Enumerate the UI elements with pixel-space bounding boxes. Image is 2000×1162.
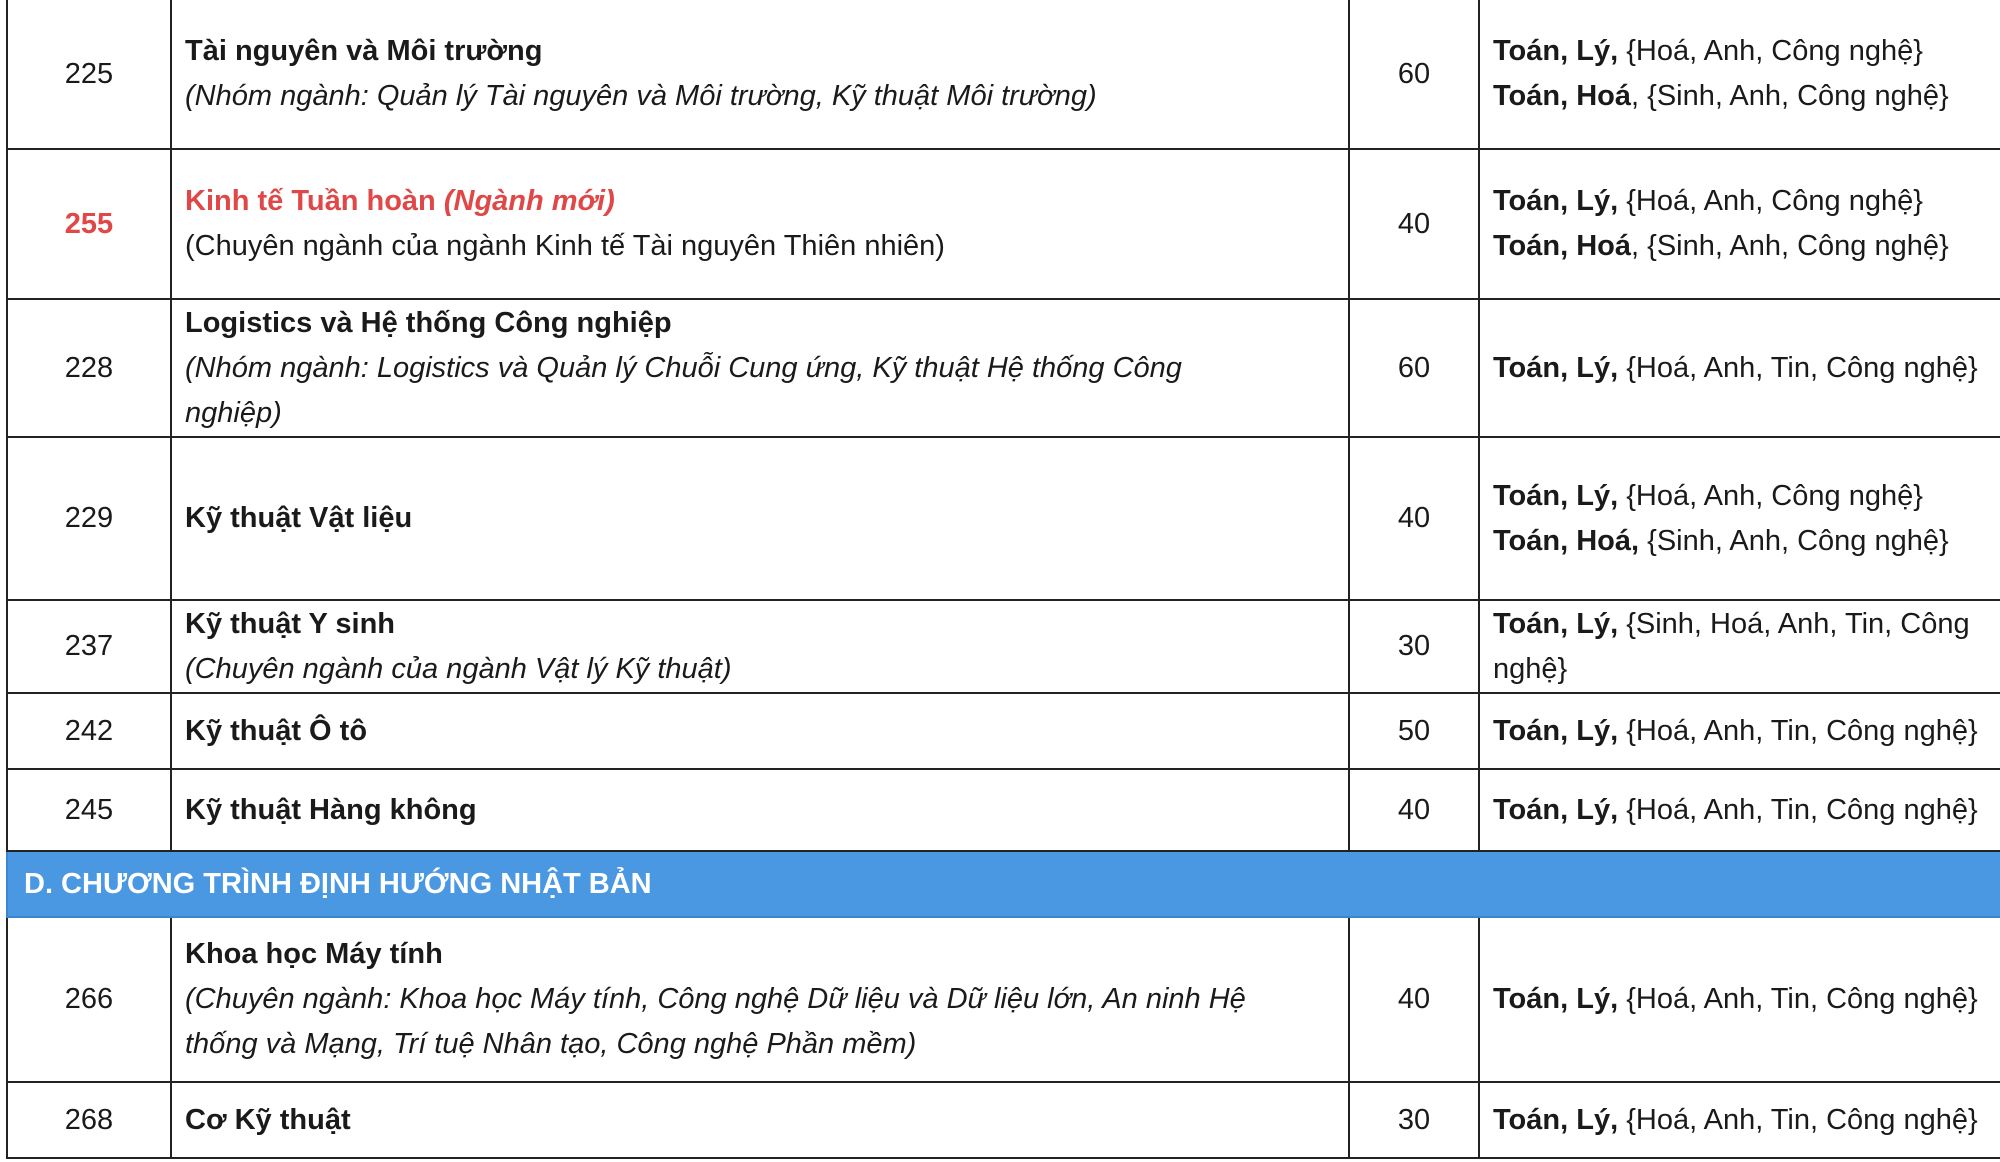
combo-line bbox=[1493, 474, 2000, 519]
table-row bbox=[7, 600, 2000, 693]
major-code: 225 bbox=[7, 0, 171, 149]
major-code: 228 bbox=[7, 299, 171, 437]
quota: 60 bbox=[1349, 299, 1479, 437]
combo-options: {Sinh, Anh, Công nghệ} bbox=[1639, 524, 1949, 557]
combo-core: Toán, Lý, bbox=[1493, 185, 1619, 217]
combo-line bbox=[1493, 74, 2000, 119]
major-cell bbox=[171, 693, 1349, 769]
combo-options: , {Sinh, Anh, Công nghệ} bbox=[1631, 80, 1949, 112]
combo-line-wrap: nghệ} bbox=[1493, 652, 1568, 685]
major-title-line bbox=[185, 179, 1335, 224]
major-code: 229 bbox=[7, 437, 171, 600]
subject-combos bbox=[1479, 917, 2000, 1082]
combo-options: {Hoá, Anh, Tin, Công nghệ} bbox=[1618, 1103, 1978, 1136]
combo-options: {Hoá, Anh, Tin, Công nghệ} bbox=[1618, 714, 1978, 747]
quota: 40 bbox=[1349, 149, 1479, 299]
combo-line bbox=[1493, 709, 2000, 754]
major-note-line1: (Chuyên ngành: Khoa học Máy tính, Công nghệ Dữ liệu và Dữ liệu lớn, An ninh Hệ bbox=[185, 983, 1246, 1015]
major-title: Kỹ thuật Y sinh bbox=[185, 607, 396, 640]
major-cell bbox=[171, 1082, 1349, 1158]
combo-core: Toán, Lý, bbox=[1493, 35, 1619, 67]
quota: 30 bbox=[1349, 1082, 1479, 1158]
major-code: 266 bbox=[7, 917, 171, 1082]
subject-combos bbox=[1479, 693, 2000, 769]
table-row bbox=[7, 299, 2000, 437]
table-row bbox=[7, 769, 2000, 851]
combo-core: Toán, Hoá, bbox=[1493, 524, 1640, 557]
combo-line bbox=[1493, 977, 2000, 1022]
major-title: Khoa học Máy tính bbox=[185, 938, 443, 970]
quota: 40 bbox=[1349, 437, 1479, 600]
major-cell bbox=[171, 600, 1349, 693]
combo-options: {Hoá, Anh, Công nghệ} bbox=[1618, 479, 1923, 512]
combo-core: Toán, Lý, bbox=[1493, 793, 1619, 826]
combo-line bbox=[1493, 179, 2000, 224]
combo-core: Toán, Lý, bbox=[1493, 1103, 1619, 1136]
major-note: (Chuyên ngành của ngành Vật lý Kỹ thuật) bbox=[185, 652, 732, 685]
section-title: D. CHƯƠNG TRÌNH ĐỊNH HƯỚNG NHẬT BẢN bbox=[7, 851, 2000, 917]
new-major-badge: (Ngành mới) bbox=[443, 185, 615, 217]
combo-core: Toán, Lý, bbox=[1493, 479, 1619, 512]
combo-core: Toán, Hoá bbox=[1493, 230, 1632, 262]
subject-combos bbox=[1479, 149, 2000, 299]
quota: 60 bbox=[1349, 0, 1479, 149]
major-code: 255 bbox=[7, 149, 171, 299]
combo-line bbox=[1493, 346, 2000, 391]
subject-combos bbox=[1479, 769, 2000, 851]
major-title: Kỹ thuật Hàng không bbox=[185, 793, 477, 826]
combo-line bbox=[1493, 1098, 2000, 1143]
major-note-line2: thống và Mạng, Trí tuệ Nhân tạo, Công nghệ Phần mềm) bbox=[185, 1028, 917, 1060]
table-row bbox=[7, 0, 2000, 149]
major-note: (Nhóm ngành: Quản lý Tài nguyên và Môi trường, Kỹ thuật Môi trường) bbox=[185, 80, 1097, 112]
quota: 50 bbox=[1349, 693, 1479, 769]
major-cell bbox=[171, 437, 1349, 600]
subject-combos bbox=[1479, 437, 2000, 600]
combo-line bbox=[1493, 519, 2000, 564]
major-code: 242 bbox=[7, 693, 171, 769]
major-title: Kỹ thuật Ô tô bbox=[185, 714, 368, 747]
major-title: Cơ Kỹ thuật bbox=[185, 1103, 351, 1136]
subject-combos bbox=[1479, 1082, 2000, 1158]
combo-line bbox=[1493, 29, 2000, 74]
combo-options: {Hoá, Anh, Công nghệ} bbox=[1618, 185, 1923, 217]
subject-combos bbox=[1479, 299, 2000, 437]
major-cell bbox=[171, 917, 1349, 1082]
major-note-line2: nghiệp) bbox=[185, 396, 282, 429]
combo-options: {Hoá, Anh, Tin, Công nghệ} bbox=[1618, 793, 1978, 826]
admissions-table bbox=[6, 0, 2000, 1159]
table-row bbox=[7, 437, 2000, 600]
table-row bbox=[7, 693, 2000, 769]
quota: 40 bbox=[1349, 769, 1479, 851]
combo-line bbox=[1493, 788, 2000, 833]
major-code: 237 bbox=[7, 600, 171, 693]
combo-options: {Sinh, Hoá, Anh, Tin, Công bbox=[1618, 607, 1970, 640]
subject-combos bbox=[1479, 0, 2000, 149]
major-cell bbox=[171, 769, 1349, 851]
table-row bbox=[7, 917, 2000, 1082]
combo-line bbox=[1493, 224, 2000, 269]
combo-options: {Hoá, Anh, Tin, Công nghệ} bbox=[1618, 983, 1978, 1015]
combo-core: Toán, Lý, bbox=[1493, 714, 1619, 747]
table-row bbox=[7, 149, 2000, 299]
combo-core: Toán, Lý, bbox=[1493, 351, 1619, 384]
table-row bbox=[7, 1082, 2000, 1158]
major-code: 245 bbox=[7, 769, 171, 851]
major-title: Kinh tế Tuần hoàn bbox=[185, 185, 436, 217]
quota: 40 bbox=[1349, 917, 1479, 1082]
combo-core: Toán, Lý, bbox=[1493, 983, 1619, 1015]
major-cell bbox=[171, 149, 1349, 299]
major-code: 268 bbox=[7, 1082, 171, 1158]
combo-options: {Hoá, Anh, Tin, Công nghệ} bbox=[1618, 351, 1978, 384]
major-note-line1: (Nhóm ngành: Logistics và Quản lý Chuỗi Cung ứng, Kỹ thuật Hệ thống Công bbox=[185, 351, 1182, 384]
major-cell bbox=[171, 0, 1349, 149]
major-title: Logistics và Hệ thống Công nghiệp bbox=[185, 306, 672, 339]
combo-options: {Hoá, Anh, Công nghệ} bbox=[1618, 35, 1923, 67]
combo-core: Toán, Hoá bbox=[1493, 80, 1632, 112]
major-title: Tài nguyên và Môi trường bbox=[185, 35, 543, 67]
combo-core: Toán, Lý, bbox=[1493, 607, 1619, 640]
combo-line bbox=[1493, 602, 2000, 647]
major-cell bbox=[171, 299, 1349, 437]
quota: 30 bbox=[1349, 600, 1479, 693]
combo-options: , {Sinh, Anh, Công nghệ} bbox=[1631, 230, 1949, 262]
section-header-row bbox=[7, 851, 2000, 917]
major-note: (Chuyên ngành của ngành Kinh tế Tài nguyên Thiên nhiên) bbox=[185, 230, 945, 262]
subject-combos bbox=[1479, 600, 2000, 693]
major-title: Kỹ thuật Vật liệu bbox=[185, 502, 413, 534]
